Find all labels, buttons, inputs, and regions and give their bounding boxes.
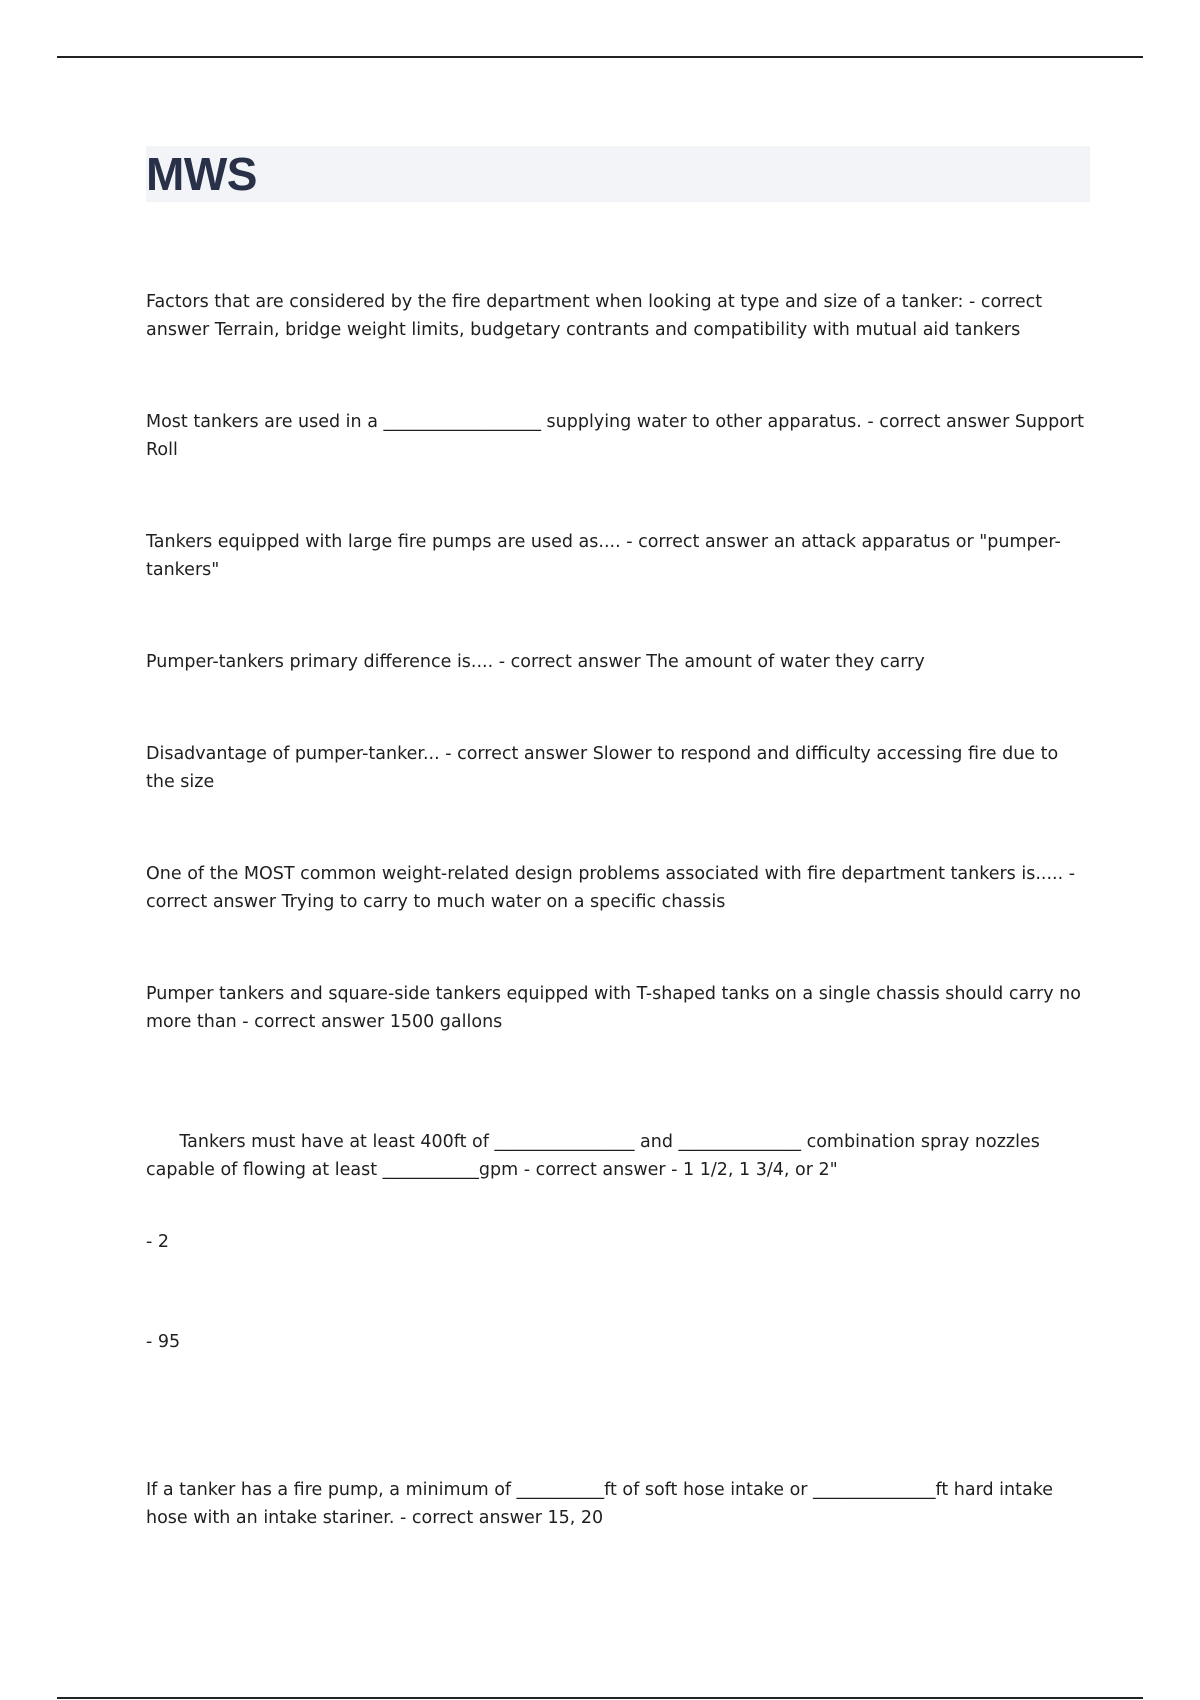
qa-item-8 xyxy=(146,1100,1090,1412)
qa-item-3: Tankers equipped with large fire pumps are used as.... - correct answer an attack apparatus or "pumper-tankers" xyxy=(146,532,1061,580)
qa-item-2: Most tankers are used in a __________________ supplying water to other apparatus. - correct answer Support Roll xyxy=(146,412,1090,460)
document-body xyxy=(146,146,1090,1596)
qa-item-9: If a tanker has a fire pump, a minimum of __________ft of soft hose intake or ______________ft hard intake hose with an intake stariner. - correct answer 15, 20 xyxy=(146,1480,1059,1528)
qa-item-5: Disadvantage of pumper-tanker... - correct answer Slower to respond and difficulty accessing fire due to the size xyxy=(146,744,1064,792)
qa-item-4: Pumper-tankers primary difference is.... - correct answer The amount of water they carry xyxy=(146,652,925,672)
title-band xyxy=(146,146,1090,202)
document-title: MWS xyxy=(146,148,257,200)
top-rule xyxy=(57,56,1143,58)
qa-item-7: Pumper tankers and square-side tankers equipped with T-shaped tanks on a single chassis should carry no more than - correct answer 1500 gallons xyxy=(146,984,1087,1032)
qa-item-8-answer-3: - 95 xyxy=(146,1332,181,1352)
bottom-rule xyxy=(57,1697,1143,1699)
qa-item-8-text: Tankers must have at least 400ft of ________________ and ______________ combination spray nozzles capable of flowing at least ___________gpm - correct answer - 1 1/2, 1 3/4, or 2" xyxy=(146,1132,1046,1180)
qa-item-1: Factors that are considered by the fire department when looking at type and size of a tanker: - correct answer Terrain, bridge weight limits, budgetary contrants and compatibility with mutual aid tankers xyxy=(146,292,1048,340)
qa-item-8-answer-2: - 2 xyxy=(146,1232,170,1252)
qa-item-6: One of the MOST common weight-related design problems associated with fire department tankers is..... - correct answer Trying to carry to much water on a specific chassis xyxy=(146,864,1081,912)
qa-list xyxy=(146,288,1090,1532)
